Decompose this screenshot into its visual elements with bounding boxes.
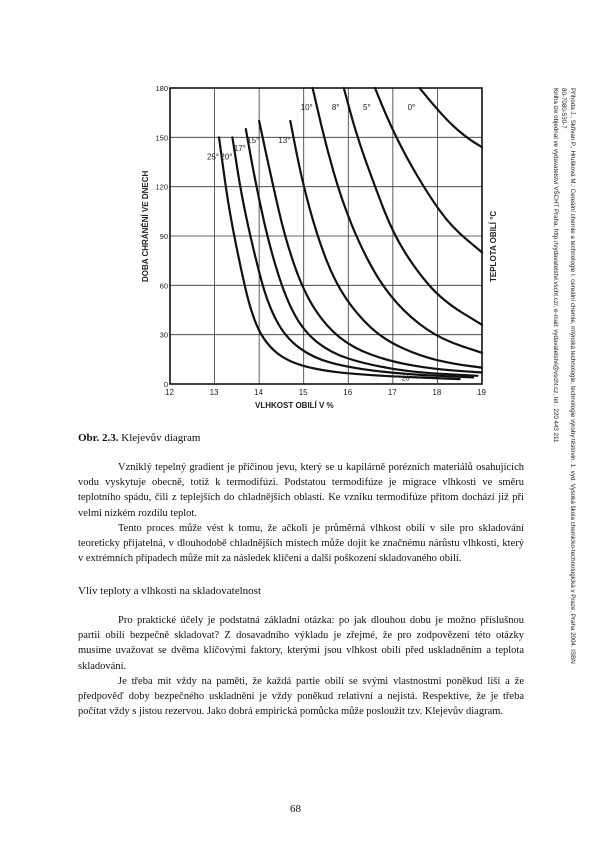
y-tick-label: 30	[159, 330, 168, 340]
citation-line-3: Kniha lze objednat ve vydavatelství VŠCHT Praha, http://vydavatelstvi.vscht.cz/, e-mail: vydavatelstvi@vscht.cz, tel.: 220 443 211	[551, 88, 559, 443]
paragraph-proces: Tento proces může vést k tomu, že ačkoli je průměrná vlhkost obilí v sile pro skladování teoreticky přijatelná, v dlouhodobě chladnějších místech může dojít ke značnému nárůstu vlhkosti, který v extrémních případech může mít za následek klíčení a další poškození skladovaného obilí.	[78, 523, 524, 565]
klejev-chart	[141, 82, 505, 412]
y-tick-label: 150	[155, 133, 168, 143]
series-line-8	[420, 88, 482, 147]
series-label: 5°	[363, 103, 371, 112]
paragraph-otazka: Pro praktické účely je podstatná základní otázka: po jak dlouhou dobu je možno příslušnou partii obilí bezpečně skladovat? Z dosavadního výkladu je zřejmé, že pro zodpovězení této otázky musíme uvažovat se dvěma klíčovými faktory, kterými jsou vlhkost obilí před uskladněním a teplota skladování.	[78, 615, 524, 672]
series-line-1	[232, 137, 473, 377]
series-label: 17°	[233, 144, 246, 154]
series-label: 0°	[407, 103, 416, 112]
series-label: 20°	[220, 152, 233, 162]
series-label: 10°	[300, 103, 313, 112]
series-label: 8°	[331, 103, 340, 112]
page-number: 68	[290, 803, 301, 815]
x-tick-label: 19	[477, 388, 486, 397]
caption-label: Obr. 2.3.	[78, 432, 119, 444]
x-tick-label: 15	[298, 388, 308, 397]
y-tick-label: 180	[155, 84, 168, 93]
x-tick-label: 14	[254, 388, 264, 397]
citation-line-1: Příhoda J., Skřivan P., Hrušková M.: Cereální chemie a technologie I. cereální chemie, mlýnská technologie, technologie výroby těstovin. 1. vyd. Vysoká škola chemicko-technologická v Praze, Praha 2004. ISBN	[569, 88, 576, 664]
paragraph-termodifuze: Vzniklý tepelný gradient je příčinou jevu, který se u kapilárně porézních materiálů osahujících vodu vyskytuje obecně, totiž k termodifúzi. Podstatou termodifúze je migrace vlhkosti ve směru teplotního spádu, čili z teplejších do chladnějších oblastí. Ke vzniku termodifúze přitom dochází již při velmi nízkém rozdílu teplot.	[78, 462, 524, 519]
x-tick-label: 18	[432, 388, 442, 397]
x-tick-label: 13	[209, 388, 219, 397]
series-label: 13°	[278, 135, 291, 145]
citation-side-note	[550, 88, 576, 824]
x-tick-label: 16	[343, 388, 353, 397]
series-label: 25°	[207, 152, 220, 162]
citation-line-2: 80-7080-530-7	[560, 88, 568, 129]
x-tick-label: 17	[387, 388, 397, 397]
figure-caption	[78, 432, 200, 444]
x-tick-label: 12	[165, 388, 174, 397]
y-axis-label: DOBA CHRÁNĚNÍ VE DNECH	[141, 170, 150, 282]
klejev-diagram	[141, 82, 505, 412]
y-tick-label: 120	[155, 182, 168, 192]
caption-text: Klejevův diagram	[118, 432, 201, 444]
y-tick-label: 90	[159, 232, 168, 241]
series-line-4	[290, 121, 482, 368]
series-line-6	[344, 88, 482, 325]
paragraph-pamet: Je třeba mít vždy na paměti, že každá partie obilí se svými vlastnostmi poněkud liší a že předpověď doby bezpečného uskladnění je vždy poněkud relativní a nejistá. Respektive, že je třeba počítat vždy s jistou rezervou. Jako dobrá empirická pomůcka může posloužit tzv. Klejevův diagram.	[78, 676, 524, 718]
section-heading: Vliv teploty a vlhkosti na skladovatelnost	[78, 585, 262, 597]
x-axis-label: VLHKOST OBILÍ V %	[255, 401, 334, 410]
right-axis-label: TEPLOTA OBILÍ °C	[489, 210, 498, 282]
bottom-curve-label: 20	[401, 375, 410, 383]
series-label: 15°	[247, 135, 260, 145]
y-tick-label: 0	[163, 380, 168, 389]
y-tick-label: 60	[159, 281, 168, 291]
